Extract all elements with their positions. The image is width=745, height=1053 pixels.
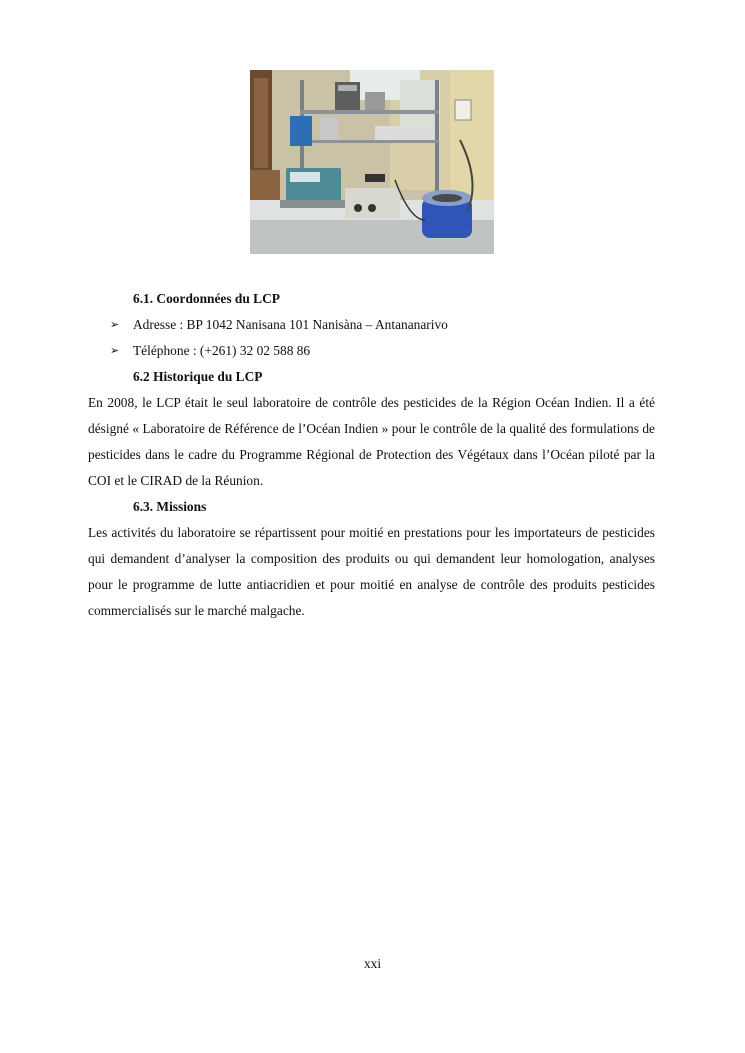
lab-photo-drawing — [250, 70, 494, 254]
document-body — [88, 286, 655, 624]
section-heading-coordonnees: 6.1. Coordonnées du LCP — [133, 291, 280, 306]
list-item-adresse — [88, 312, 655, 338]
list-item-telephone — [88, 338, 655, 364]
section-heading-historique: 6.2 Historique du LCP — [133, 369, 263, 384]
arrow-bullet-icon: ➢ — [110, 344, 120, 357]
arrow-bullet-icon: ➢ — [110, 318, 120, 331]
paragraph-historique: En 2008, le LCP était le seul laboratoire de contrôle des pesticides de la Région Océan Indien. Il a été désigné « Laboratoire de Référence de l’Océan Indien » pour le contrôle de la qualité des formulations de pesticides dans le cadre du Programme Régional de Protection des Végétaux dans l’Océan piloté par la COI et le CIRAD de la Réunion. — [88, 395, 655, 488]
paragraph-missions: Les activités du laboratoire se répartissent pour moitié en prestations pour les importateurs de pesticides qui demandent d’analyser la composition des produits ou qui demandent leur homologation, analyses pour le programme de lutte antiacridien et pour moitié en analyse de contrôle des produits pesticides commercialisés sur le marché malgache. — [88, 525, 655, 618]
list-item-text: Adresse : BP 1042 Nanisana 101 Nanisàna – Antananarivo — [133, 317, 448, 332]
section-heading-missions: 6.3. Missions — [133, 499, 207, 514]
list-item-text: Téléphone : (+261) 32 02 588 86 — [133, 343, 311, 358]
lab-photo — [250, 70, 494, 254]
page-number: xxi — [363, 956, 382, 971]
